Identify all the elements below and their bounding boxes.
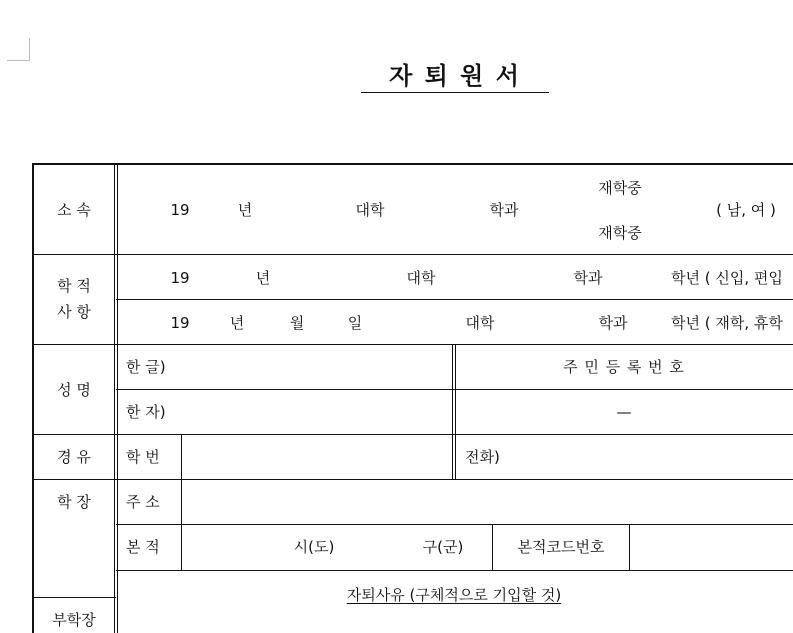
- affiliation-year-suffix: 년: [237, 201, 253, 219]
- affiliation-label: 소 속: [57, 201, 91, 219]
- academic-record-label-line1: 학 적: [57, 277, 91, 295]
- address-label: 주 소: [126, 493, 160, 511]
- double-divider-a: [114, 163, 115, 633]
- affiliation-gender: ( 남, 여 ): [716, 201, 776, 219]
- name-hanja-label: 한 자): [126, 403, 166, 421]
- affiliation-status-bottom: 재학중: [598, 224, 642, 242]
- table-top-border: [32, 163, 793, 165]
- name-label: 성 명: [57, 381, 91, 399]
- title-underline: [361, 92, 549, 93]
- record1-grade-info: 학년 ( 신입, 편입: [671, 269, 783, 287]
- record2-dept: 학과: [598, 314, 628, 332]
- name-double-divider-b: [455, 344, 456, 479]
- row-divider: [116, 524, 793, 525]
- affiliation-college: 대학: [355, 201, 385, 219]
- dean-label: 학 장: [57, 493, 91, 511]
- name-hangul-label: 한 글): [126, 358, 166, 376]
- row-divider: [116, 570, 793, 571]
- record1-year: 19: [170, 269, 190, 287]
- row-divider: [32, 254, 793, 255]
- affiliation-dept: 학과: [489, 201, 519, 219]
- domicile-divider: [492, 524, 493, 570]
- record2-grade-info: 학년 ( 재학, 휴학: [671, 314, 783, 332]
- row-divider: [116, 299, 793, 300]
- form-title: 자 퇴 원 서: [389, 62, 521, 90]
- academic-record-label-line2: 사 항: [57, 303, 91, 321]
- phone-label: 전화): [465, 448, 500, 466]
- affiliation-status-top: 재학중: [598, 179, 642, 197]
- domicile-si: 시(도): [293, 538, 335, 556]
- record2-year: 19: [170, 314, 190, 332]
- record1-year-suffix: 년: [255, 269, 271, 287]
- row-divider: [32, 344, 793, 345]
- record2-college: 대학: [465, 314, 495, 332]
- label-cell-divider: [181, 434, 182, 570]
- record1-dept: 학과: [573, 269, 603, 287]
- page-corner-mark: [7, 38, 30, 61]
- row-divider: [32, 479, 793, 480]
- domicile-divider: [629, 524, 630, 570]
- row-divider: [32, 597, 116, 598]
- domicile-code-label: 본적코드번호: [517, 538, 605, 556]
- withdrawal-reason-heading: 자퇴사유 (구체적으로 기입할 것): [346, 586, 562, 604]
- record2-day: 일: [347, 314, 363, 332]
- record1-college: 대학: [406, 269, 436, 287]
- resident-number-label: 주 민 등 록 번 호: [563, 358, 685, 376]
- name-double-divider-a: [452, 344, 453, 479]
- domicile-label: 본 적: [126, 538, 160, 556]
- student-number-label: 학 번: [126, 448, 160, 466]
- affiliation-year: 19: [170, 201, 190, 219]
- row-divider: [32, 434, 793, 435]
- record2-month: 월: [289, 314, 305, 332]
- via-label: 경 유: [57, 448, 91, 466]
- double-divider-b: [117, 163, 118, 633]
- resident-number-dash: —: [616, 403, 632, 421]
- vice-dean-label: 부학장: [52, 611, 96, 629]
- record2-year-suffix: 년: [229, 314, 245, 332]
- domicile-gu: 구(군): [422, 538, 464, 556]
- table-left-border: [32, 163, 34, 633]
